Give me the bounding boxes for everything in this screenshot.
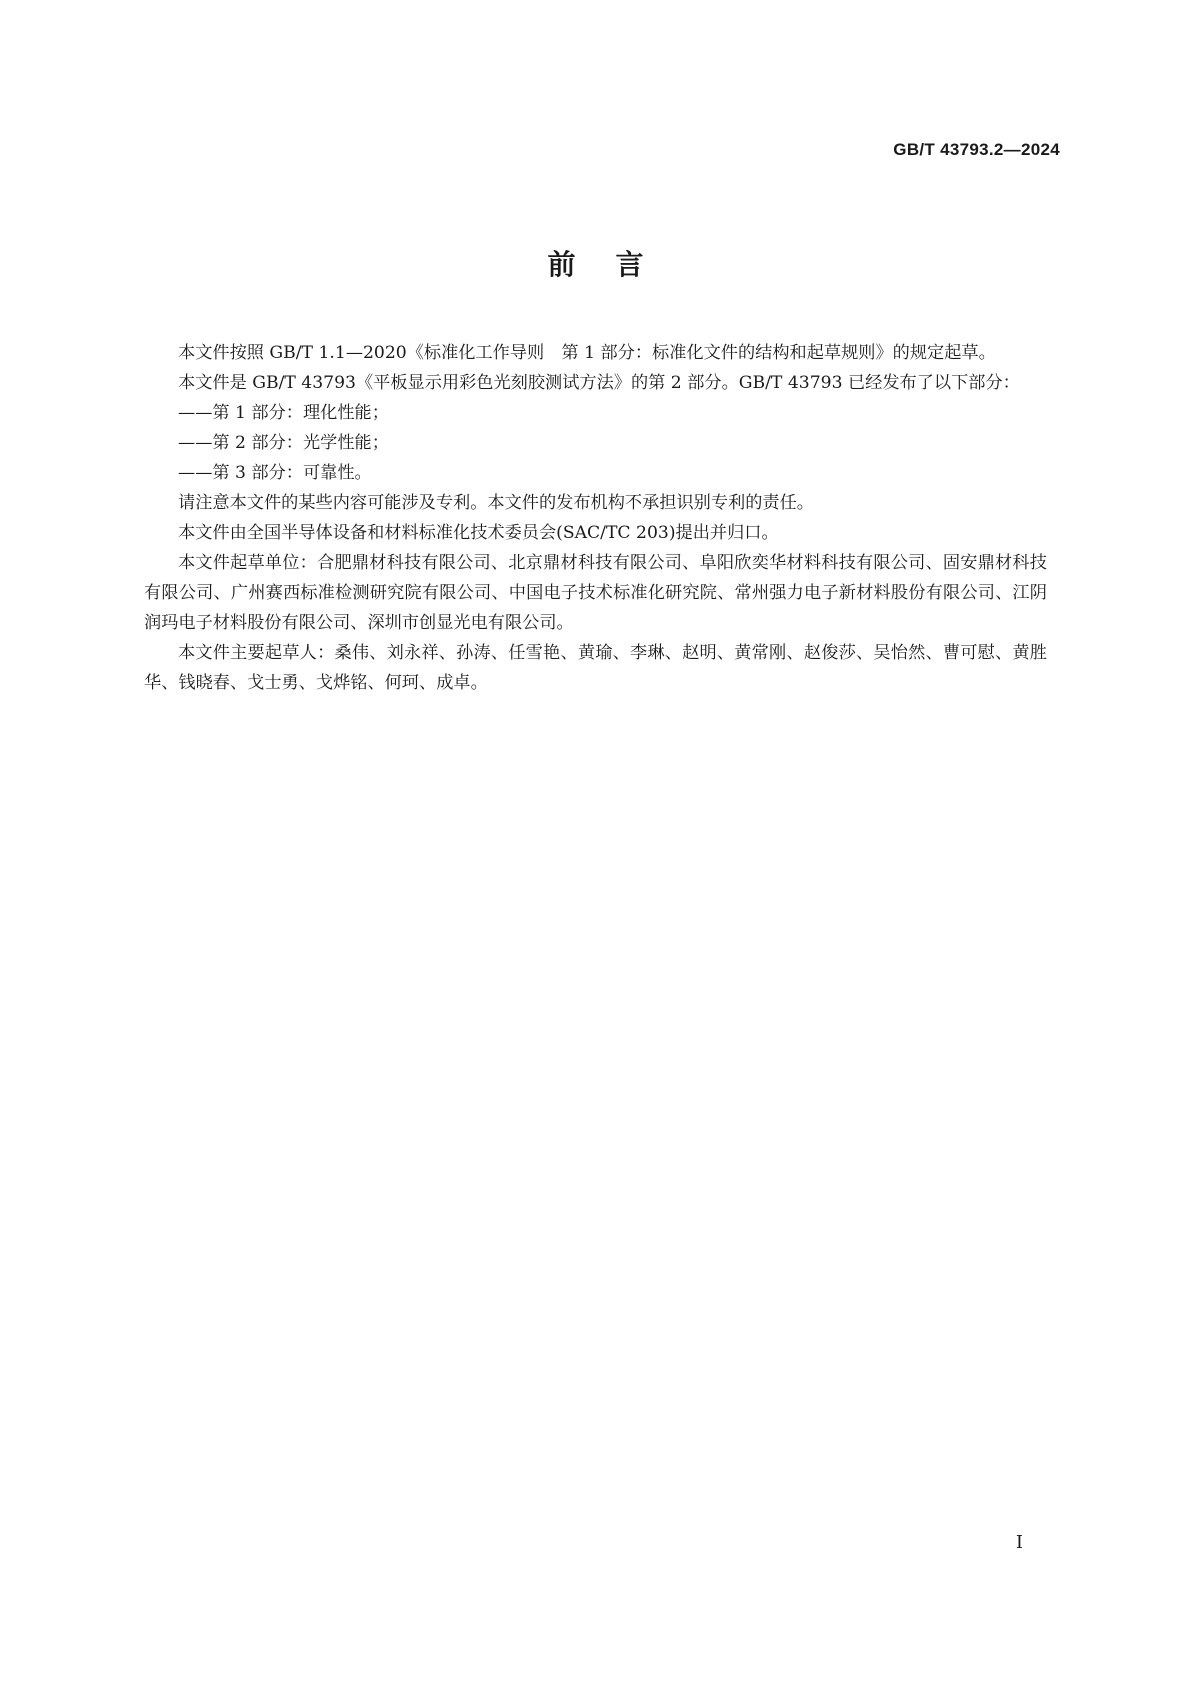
paragraph-series-intro: 本文件是 GB/T 43793《平板显示用彩色光刻胶测试方法》的第 2 部分。GB/T 43793 已经发布了以下部分：: [178, 373, 1020, 393]
paragraph-drafters: 本文件主要起草人：桑伟、刘永祥、孙涛、任雪艳、黄瑜、李琳、赵明、黄常刚、赵俊莎、吴怡然、曹可慰、黄胜华、钱晓春、戈士勇、戈烨铭、何珂、成卓。: [144, 643, 1047, 693]
paragraph-drafting-rules: 本文件按照 GB/T 1.1—2020《标准化工作导则 第 1 部分：标准化文件的结构和起草规则》的规定起草。: [178, 343, 996, 363]
list-item-part-2: ——第 2 部分：光学性能；: [178, 433, 389, 453]
paragraph-patent-notice: 请注意本文件的某些内容可能涉及专利。本文件的发布机构不承担识别专利的责任。: [178, 493, 814, 513]
paragraph-proposer: 本文件由全国半导体设备和材料标准化技术委员会(SAC/TC 203)提出并归口。: [178, 523, 779, 543]
page-number: I: [1015, 1532, 1023, 1553]
list-item-part-1: ——第 1 部分：理化性能；: [178, 403, 389, 423]
page-title: 前言: [547, 248, 684, 281]
preface-body: [144, 338, 1047, 698]
paragraph-drafting-units: 本文件起草单位：合肥鼎材科技有限公司、北京鼎材科技有限公司、阜阳欣奕华材料科技有限公司、固安鼎材科技有限公司、广州赛西标准检测研究院有限公司、中国电子技术标准化研究院、常州强力电子新材料股份有限公司、江阴润玛电子材料股份有限公司、深圳市创显光电有限公司。: [144, 553, 1047, 633]
standard-code: GB/T 43793.2—2024: [893, 140, 1060, 159]
list-item-part-3: ——第 3 部分：可靠性。: [178, 463, 372, 483]
